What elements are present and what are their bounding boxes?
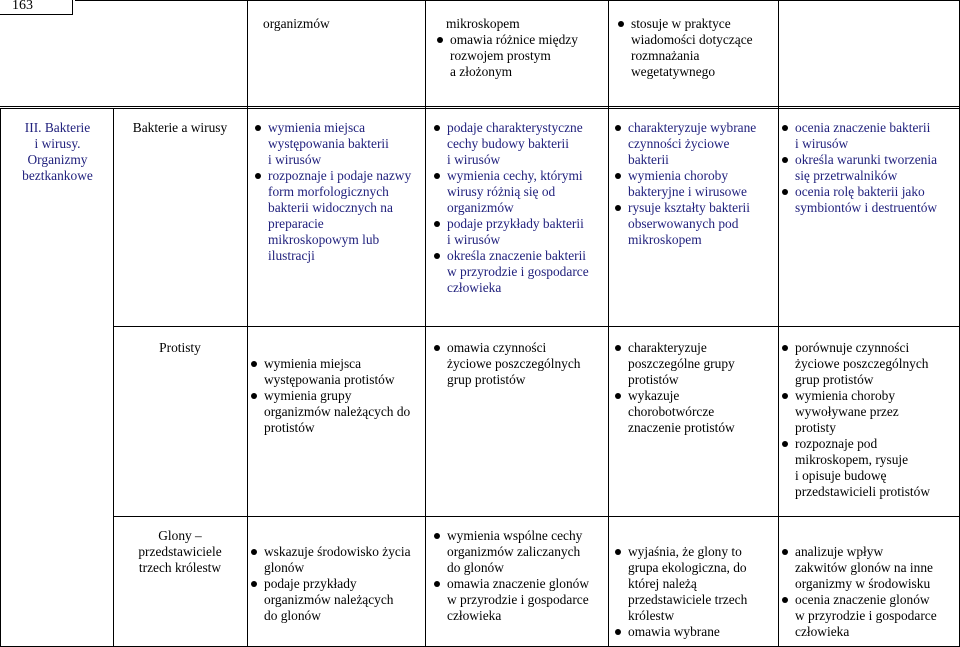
- list-item: charakteryzuje wybrane czynności życiowe bakterii: [614, 120, 778, 168]
- list-item: wymienia choroby wywoływane przez protisty: [781, 388, 959, 436]
- section-title: III. Bakterie i wirusy. Organizmy beztkankowe: [22, 120, 93, 183]
- list-item: podaje przykłady bakterii i wirusów: [433, 216, 608, 248]
- list-item: wykazuje chorobotwórcze znaczenie protistów: [614, 388, 778, 436]
- list-item: wymienia miejsca występowania protistów: [250, 356, 424, 388]
- column-divider: [425, 0, 426, 647]
- list-item: wyjaśnia, że glony to grupa ekologiczna, do której należą przedstawiciele trzech królestw: [614, 544, 778, 624]
- list-item: rysuje kształty bakterii obserwowanych pod mikroskopem: [614, 200, 778, 248]
- column-divider: [247, 0, 248, 647]
- requirements-extended: [433, 340, 608, 388]
- list-item: charakteryzuje poszczególne grupy protistów: [614, 340, 778, 388]
- requirements-extended: [433, 120, 608, 296]
- page-number: 163: [0, 0, 73, 15]
- list-item: rozpoznaje i podaje nazwy form morfologicznych bakterii widocznych na preparacie mikroskopowym lub ilustracji: [254, 168, 424, 264]
- requirements-advanced: [781, 120, 959, 216]
- requirements-extended: [433, 528, 608, 624]
- row-divider: [113, 516, 960, 517]
- row-divider: [113, 326, 960, 327]
- requirements-complex: [614, 340, 778, 436]
- list-item: ocenia znaczenie bakterii i wirusów: [781, 120, 959, 152]
- list-item: omawia czynności życiowe poszczególnych grup protistów: [433, 340, 608, 388]
- list-item: wymienia cechy, którymi wirusy różnią się od organizmów: [433, 168, 608, 216]
- top-row-col4: [617, 16, 777, 80]
- list-item: wymienia wspólne cechy organizmów zaliczanych do glonów: [433, 528, 608, 576]
- requirements-advanced: [781, 340, 959, 500]
- top-row-col3: mikroskopem omawia różnice między rozwojem prostym a złożonym: [436, 16, 606, 80]
- list-item: stosuje w praktyce wiadomości dotyczące rozmnażania wegetatywnego: [617, 16, 777, 80]
- column-divider: [608, 0, 609, 647]
- column-divider: [778, 0, 779, 647]
- list-item: podaje przykłady organizmów należących do glonów: [250, 576, 424, 624]
- requirements-complex: [614, 120, 778, 248]
- requirements-advanced: [781, 544, 959, 640]
- topic-title: Bakterie a wirusy: [132, 120, 228, 135]
- requirements-basic: [250, 356, 424, 436]
- list-item: podaje charakterystyczne cechy budowy bakterii i wirusów: [433, 120, 608, 168]
- list-item: omawia znaczenie glonów w przyrodzie i gospodarce człowieka: [433, 576, 608, 624]
- list-item: omawia różnice między rozwojem prostym a złożonym: [436, 32, 606, 80]
- list-item: wymienia grupy organizmów należących do protistów: [250, 388, 424, 436]
- requirements-basic: [254, 120, 424, 264]
- list-item: określa znaczenie bakterii w przyrodzie i gospodarce człowieka: [433, 248, 608, 296]
- requirements-basic: [250, 544, 424, 624]
- list-item: porównuje czynności życiowe poszczególnych grup protistów: [781, 340, 959, 388]
- topic-title: Glony – przedstawiciele trzech królestw: [138, 528, 222, 575]
- column-divider: [0, 108, 1, 647]
- list-item: ocenia rolę bakterii jako symbiontów i destruentów: [781, 184, 959, 216]
- list-item: wymienia miejsca występowania bakterii i wirusów: [254, 120, 424, 168]
- list-item: analizuje wpływ zakwitów glonów na inne organizmy w środowisku: [781, 544, 959, 592]
- list-item: rozpoznaje pod mikroskopem, rysuje i opisuje budowę przedstawicieli protistów: [781, 436, 959, 500]
- list-item: wskazuje środowisko życia glonów: [250, 544, 424, 576]
- table-border-top: [75, 0, 960, 1]
- list-item: ocenia znaczenie glonów w przyrodzie i gospodarce człowieka: [781, 592, 959, 640]
- list-item: określa warunki tworzenia się przetrwalników: [781, 152, 959, 184]
- top-row-col2: organizmów: [263, 16, 330, 31]
- row-divider: [0, 106, 960, 107]
- topic-title: Protisty: [159, 340, 201, 355]
- list-item: wymienia choroby bakteryjne i wirusowe: [614, 168, 778, 200]
- row-divider: [0, 108, 960, 109]
- list-item: omawia wybrane: [614, 624, 778, 640]
- requirements-complex: [614, 544, 778, 640]
